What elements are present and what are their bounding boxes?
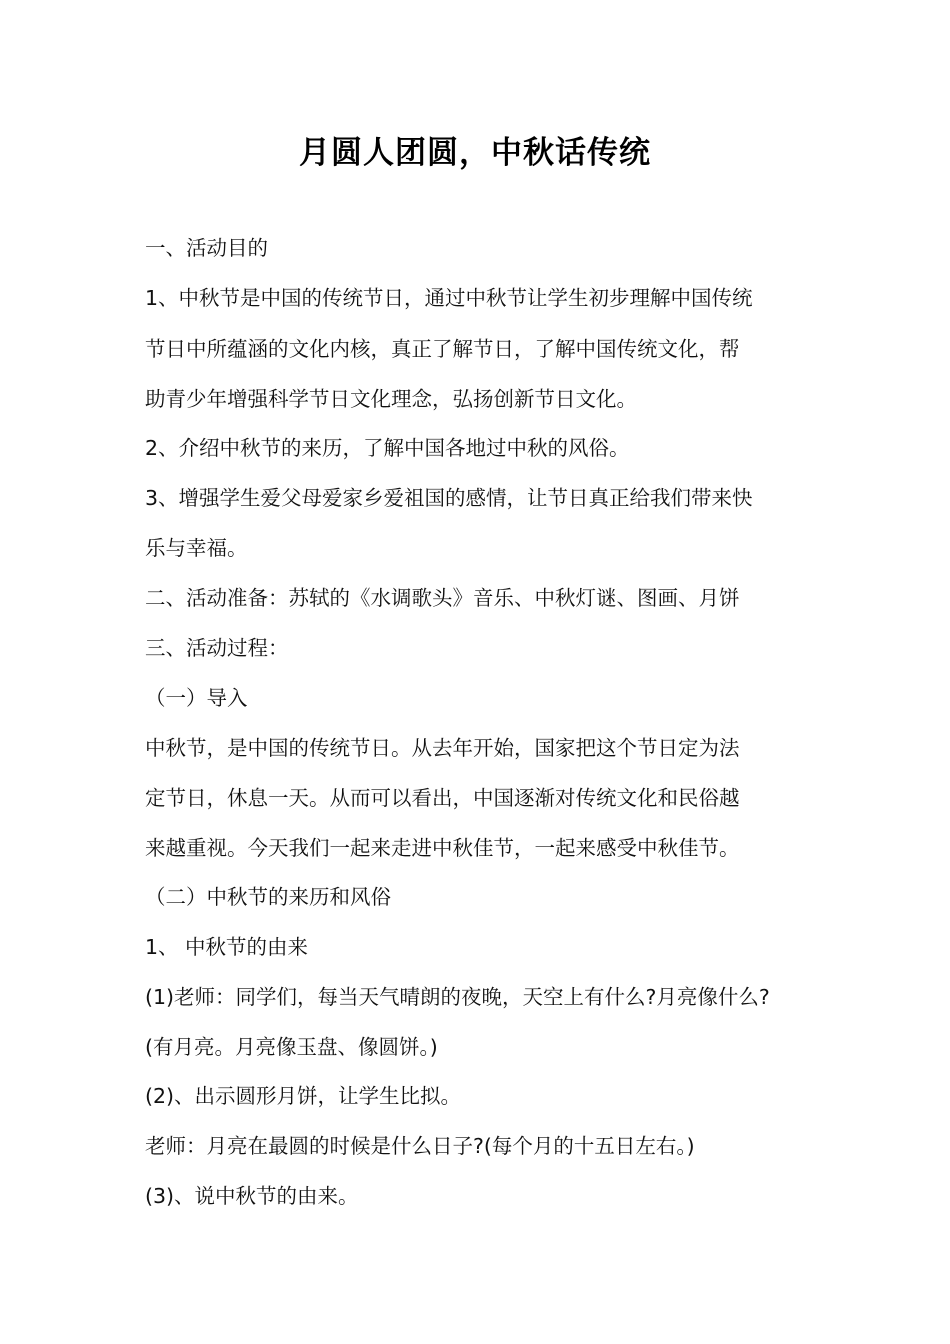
paragraph-line: (3)、说中秋节的由来。 [145, 1184, 359, 1208]
section-heading-preparation: 二、活动准备：苏轼的《水调歌头》音乐、中秋灯谜、图画、月饼 [145, 586, 740, 610]
paragraph-line: (2)、出示圆形月饼，让学生比拟。 [145, 1084, 462, 1108]
paragraph-line: 中秋节，是中国的传统节日。从去年开始，国家把这个节日定为法 [145, 736, 740, 760]
paragraph-line: 来越重视。今天我们一起来走进中秋佳节，一起来感受中秋佳节。 [145, 836, 740, 860]
paragraph-line: 3、增强学生爱父母爱家乡爱祖国的感情，让节日真正给我们带来快 [145, 486, 753, 510]
section-heading-process: 三、活动过程： [145, 636, 289, 660]
paragraph-line: 助青少年增强科学节日文化理念，弘扬创新节日文化。 [145, 387, 637, 411]
section-heading-purpose: 一、活动目的 [145, 236, 268, 260]
paragraph-line: 2、介绍中秋节的来历，了解中国各地过中秋的风俗。 [145, 436, 630, 460]
paragraph-line: 乐与幸福。 [145, 536, 248, 560]
subsection-heading-origin: （二）中秋节的来历和风俗 [145, 885, 391, 909]
document-title: 月圆人团圆，中秋话传统 [299, 135, 651, 171]
paragraph-line: (有月亮。月亮像玉盘、像圆饼。) [145, 1035, 438, 1059]
list-item-heading: 1、 中秋节的由来 [145, 935, 309, 959]
subsection-heading-intro: （一）导入 [145, 686, 248, 710]
paragraph-line: 节日中所蕴涵的文化内核，真正了解节日，了解中国传统文化，帮 [145, 337, 740, 361]
paragraph-line: (1)老师：同学们，每当天气晴朗的夜晚，天空上有什么?月亮像什么? [145, 985, 770, 1009]
paragraph-line: 定节日，休息一天。从而可以看出，中国逐渐对传统文化和民俗越 [145, 786, 740, 810]
paragraph-line: 老师：月亮在最圆的时候是什么日子?(每个月的十五日左右。) [145, 1134, 695, 1158]
paragraph-line: 1、中秋节是中国的传统节日，通过中秋节让学生初步理解中国传统 [145, 286, 753, 310]
